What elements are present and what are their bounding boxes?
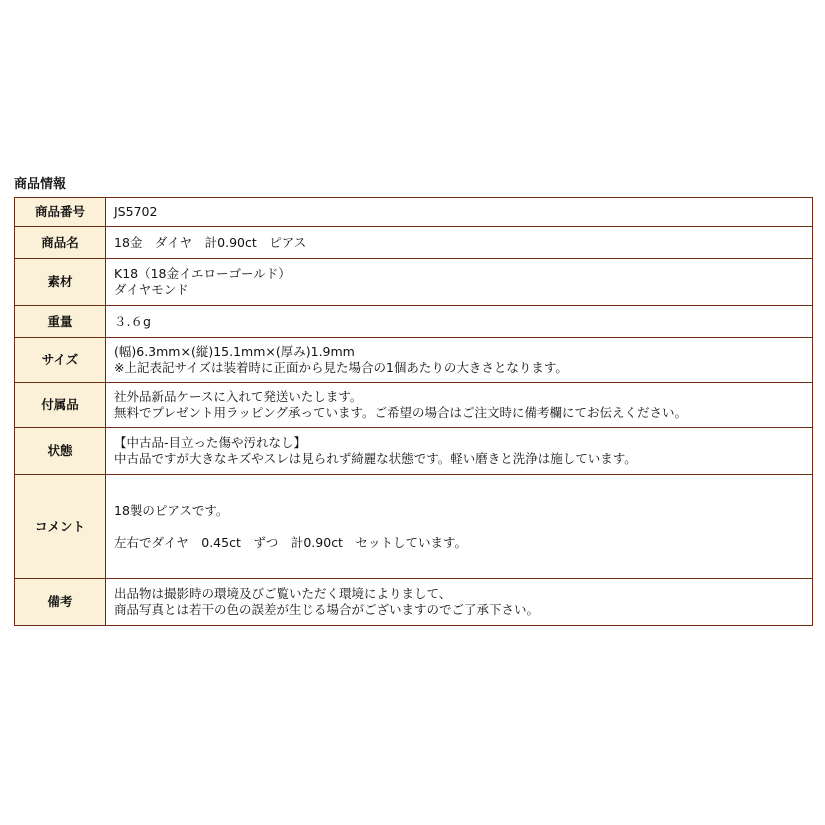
value-line: 社外品新品ケースに入れて発送いたします。 — [114, 389, 363, 404]
value-comment — [106, 475, 813, 579]
label-weight: 重量 — [15, 306, 106, 338]
label-product-name: 商品名 — [15, 227, 106, 259]
value-product-name — [106, 227, 813, 259]
label-size: サイズ — [15, 338, 106, 383]
label-comment: コメント — [15, 475, 106, 579]
label-product-number: 商品番号 — [15, 198, 106, 227]
value-remarks — [106, 579, 813, 626]
section-title: 商品情報 — [14, 177, 67, 192]
label-condition: 状態 — [15, 428, 106, 475]
row-accessories — [15, 383, 813, 428]
label-material: 素材 — [15, 259, 106, 306]
value-line: 出品物は撮影時の環境及びご覧いただく環境によりまして、 — [114, 586, 452, 601]
value-material — [106, 259, 813, 306]
row-weight — [15, 306, 813, 338]
row-condition — [15, 428, 813, 475]
value-line: ダイヤモンド — [114, 282, 189, 297]
value-line: 中古品ですが大きなキズやスレは見られず綺麗な状態です。軽い磨きと洗浄は施しています。 — [114, 451, 637, 466]
value-line: 商品写真とは若干の色の誤差が生じる場合がございますのでご了承下さい。 — [114, 602, 540, 617]
value-line: JS5702 — [114, 204, 158, 219]
row-comment — [15, 475, 813, 579]
blank-line — [114, 519, 806, 535]
row-size — [15, 338, 813, 383]
value-line: (幅)6.3mm×(縦)15.1mm×(厚み)1.9mm — [114, 344, 355, 359]
value-line: 無料でプレゼント用ラッピング承っています。ご希望の場合はご注文時に備考欄にてお伝えください。 — [114, 405, 688, 420]
value-accessories — [106, 383, 813, 428]
value-product-number — [106, 198, 813, 227]
value-size — [106, 338, 813, 383]
row-product-name — [15, 227, 813, 259]
row-material — [15, 259, 813, 306]
value-line: 18金 ダイヤ 計0.90ct ピアス — [114, 234, 307, 250]
value-line: 18製のピアスです。 — [114, 502, 229, 518]
value-line: 【中古品-目立った傷や汚れなし】 — [114, 435, 307, 450]
label-remarks: 備考 — [15, 579, 106, 626]
value-line: ※上記表記サイズは装着時に正面から見た場合の1個あたりの大きさとなります。 — [114, 360, 568, 375]
row-product-number — [15, 198, 813, 227]
row-remarks — [15, 579, 813, 626]
product-info-table — [14, 197, 813, 626]
value-line: ３.６g — [114, 313, 151, 329]
value-line: 左右でダイヤ 0.45ct ずつ 計0.90ct セットしています。 — [114, 534, 467, 550]
label-accessories: 付属品 — [15, 383, 106, 428]
value-line: K18（18金イエローゴールド） — [114, 266, 291, 281]
value-weight — [106, 306, 813, 338]
value-condition — [106, 428, 813, 475]
